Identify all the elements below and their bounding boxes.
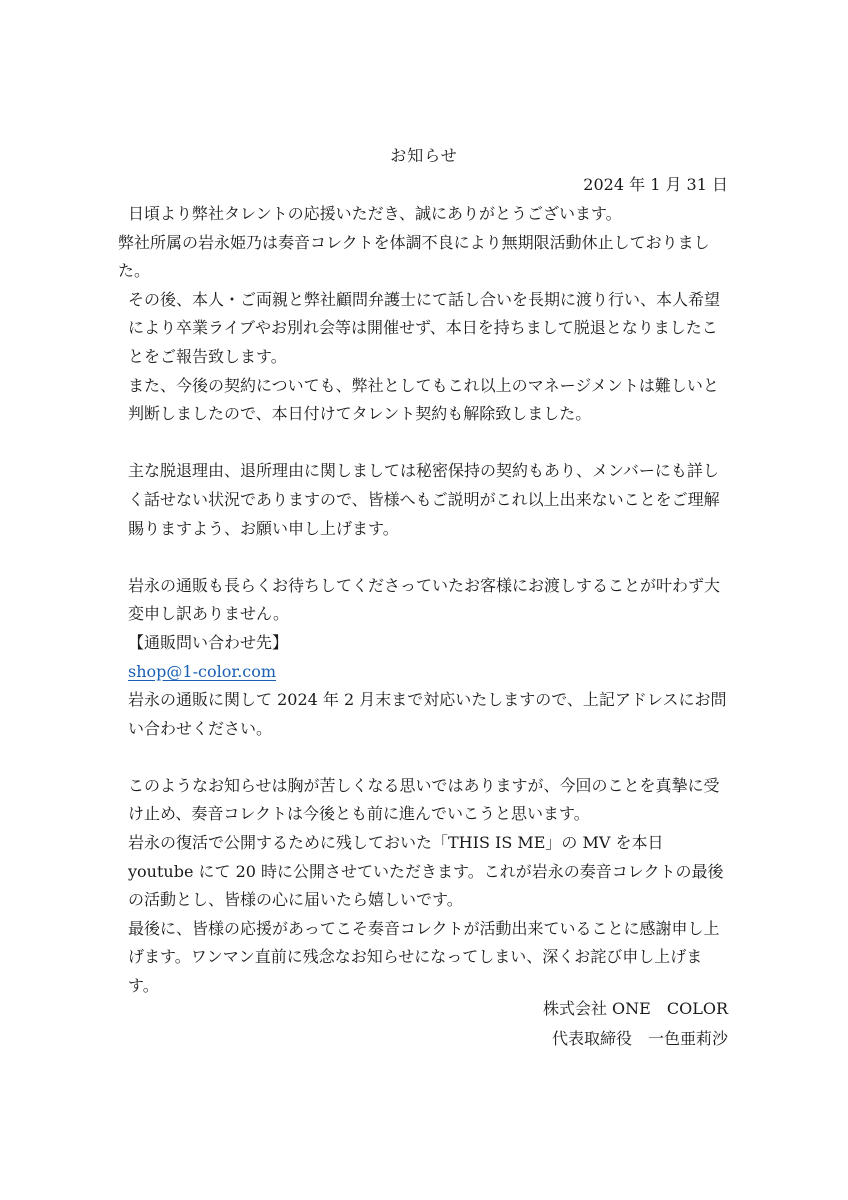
contract-paragraph: また、今後の契約についても、弊社としてもこれ以上のマネージメントは難しいと判断しましたので、本日付けてタレント契約も解除致しました。 <box>128 375 719 424</box>
company-name: 株式会社 ONE COLOR <box>542 999 728 1018</box>
greeting-paragraph: 日頃より弊社タレントの応援いただき、誠にありがとうございます。 <box>128 204 622 223</box>
contact-email-link[interactable]: shop@1-color.com <box>128 661 277 681</box>
reason-paragraph: 主な脱退理由、退所理由に関しましては秘密保持の契約もあり、メンバーにも詳しく話せない状況でありますので、皆様へもご説明がこれ以上出来ないことをご理解賜りますよう、お願い申し上げます。 <box>128 461 720 538</box>
representative-name: 代表取締役 一色亜莉沙 <box>551 1029 728 1048</box>
mv-release-paragraph: 岩永の復活で公開するために残しておいた「THIS IS ME」の MV を本日 youtube にて 20 時に公開させていただきます。これが岩永の奏音コレクトの最後の活動とし、皆様の心に届いたら嬉しいです。 <box>128 833 724 910</box>
resolve-paragraph: このようなお知らせは胸が苦しくなる思いではありますが、今回のことを真摯に受け止め、奏音コレクトは今後とも前に進んでいこうと思います。 <box>128 775 720 824</box>
spacer <box>118 543 730 572</box>
notice-date: 2024 年 1 月 31 日 <box>583 175 728 194</box>
contact-heading: 【通販問い合わせ先】 <box>128 632 289 652</box>
notice-body <box>118 200 730 1001</box>
mail-order-apology-paragraph: 岩永の通販も長らくお待ちしてくださっていたお客様にお渡しすることが叶わず大変申し訳ありません。 <box>128 575 721 624</box>
withdrawal-paragraph: その後、本人・ご両親と弊社顧問弁護士にて話し合いを長期に渡り行い、本人希望により卒業ライブやお別れ会等は開催せず、本日を持ちまして脱退となりましたことをご報告致します。 <box>128 289 721 366</box>
signature-block <box>543 994 728 1054</box>
closing-paragraph: 最後に、皆様の応援があってこそ奏音コレクトが活動出来ていることに感謝申し上げます。ワンマン直前に残念なお知らせになってしまい、深くお詫び申し上げます。 <box>128 918 720 996</box>
spacer <box>118 743 730 772</box>
spacer <box>118 429 730 458</box>
mail-order-support-paragraph: 岩永の通販に関して 2024 年 2 月末まで対応いたしますので、上記アドレスにお問い合わせください。 <box>128 690 727 738</box>
hiatus-paragraph: 弊社所属の岩永姫乃は奏音コレクトを体調不良により無期限活動休止しておりました。 <box>118 232 710 281</box>
notice-title: お知らせ <box>390 146 458 165</box>
